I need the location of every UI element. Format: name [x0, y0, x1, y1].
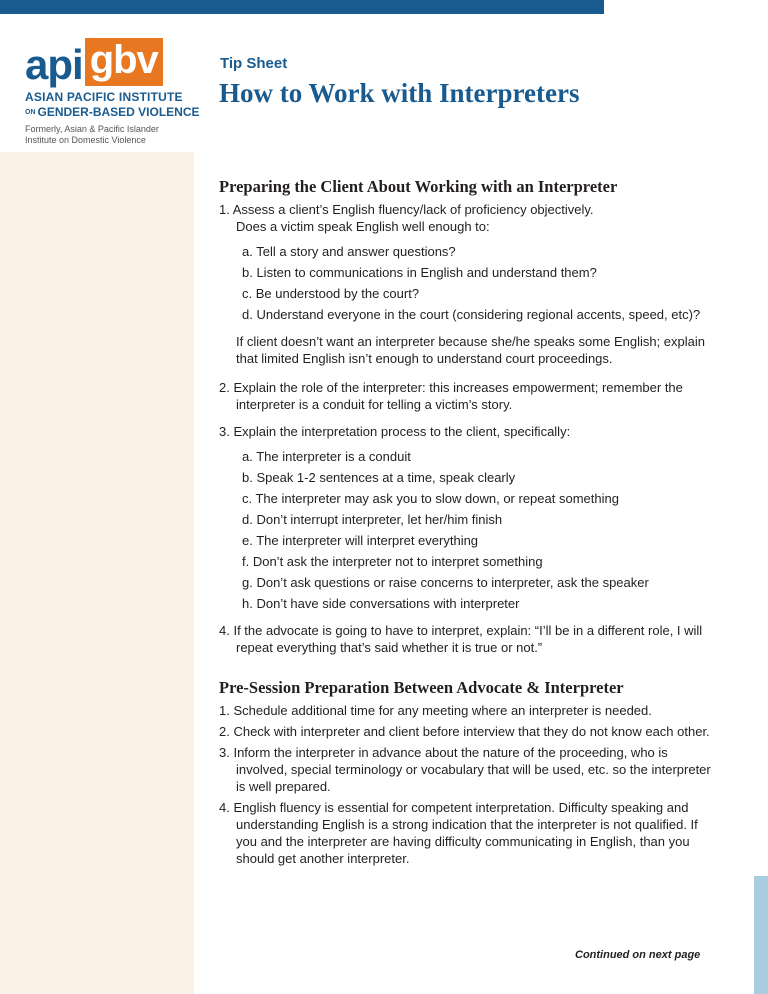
- section1-item3-sub-g: g. Don’t ask questions or raise concerns to interpreter, ask the speaker: [242, 575, 649, 590]
- kicker: Tip Sheet: [220, 55, 288, 72]
- logo-org-line2-prefix: ON: [25, 109, 36, 117]
- logo-word-left: api: [25, 41, 83, 88]
- section1-item3-sub-d: d. Don’t interrupt interpreter, let her/him finish: [242, 512, 503, 527]
- section1-item1-sub-b: b. Listen to communications in English and understand them?: [242, 265, 597, 280]
- logo-org-line1: ASIAN PACIFIC INSTITUTE: [25, 90, 183, 104]
- logo-org-line2-text: GENDER-BASED VIOLENCE: [37, 105, 200, 119]
- continued-note: Continued on next page: [575, 949, 701, 961]
- section1-item3-sub-f: f. Don’t ask the interpreter not to interpret something: [242, 554, 543, 569]
- side-panel: [0, 152, 194, 994]
- section1-item1-note: If client doesn’t want an interpreter because she/he speaks some English; explain that limited English isn’t enough to understand court proceedings.: [236, 334, 705, 366]
- section1-item1-sub-a: a. Tell a story and answer questions?: [242, 244, 456, 259]
- logo-word-box: gbv: [85, 38, 163, 86]
- section1-item1-sub-d: d. Understand everyone in the court (considering regional accents, speed, etc)?: [242, 307, 701, 322]
- section2-heading: Pre-Session Preparation Between Advocate & Interpreter: [219, 678, 624, 697]
- main-content: [219, 177, 719, 867]
- section1-item3-sub-c: c. The interpreter may ask you to slow down, or repeat something: [242, 491, 619, 506]
- section1-item3-sub-e: e. The interpreter will interpret everything: [242, 533, 479, 548]
- section2-item-1: 1. Schedule additional time for any meeting where an interpreter is needed.: [219, 703, 652, 718]
- section1-item3-sub-h: h. Don’t have side conversations with interpreter: [242, 596, 520, 611]
- section2-item-4: 4. English fluency is essential for competent interpretation. Difficulty speaking and understanding English is a strong indication that the interpreter is not qualified. If you and the interpreter are having difficulty communicating in English, than you should get another interpreter.: [219, 800, 698, 866]
- section1-item-1: 1. Assess a client’s English fluency/lack of proficiency objectively. Does a victim speak English well enough to:: [219, 202, 594, 234]
- section1-heading: Preparing the Client About Working with an Interpreter: [219, 177, 618, 196]
- section2-item-2: 2. Check with interpreter and client before interview that they do not know each other.: [219, 724, 710, 739]
- apigbv-logo: [25, 36, 200, 146]
- logo-org-line2: [25, 105, 200, 119]
- section2-item-3: 3. Inform the interpreter in advance about the nature of the proceeding, who is involved, special terminology or vocabulary that will be used, etc. so the interpreter is well prepared.: [219, 745, 711, 794]
- logo-wordmark: [25, 36, 163, 86]
- section1-item3-sub-b: b. Speak 1-2 sentences at a time, speak clearly: [242, 470, 516, 485]
- section1-item-4: 4. If the advocate is going to have to interpret, explain: “I’ll be in a different role, I will repeat everything that’s said whether it is true or not.”: [219, 623, 703, 655]
- section1-item3-sub-a: a. The interpreter is a conduit: [242, 449, 411, 464]
- logo-former-name: Formerly, Asian & Pacific Islander Institute on Domestic Violence: [25, 124, 159, 145]
- section1-item-3: 3. Explain the interpretation process to the client, specifically:: [219, 424, 571, 439]
- section1-item-2: 2. Explain the role of the interpreter: this increases empowerment; remember the interpreter is a conduit for telling a victim’s story.: [219, 380, 683, 412]
- page-title: How to Work with Interpreters: [219, 78, 580, 108]
- right-accent-bar: [754, 876, 768, 994]
- section1-item1-sub-c: c. Be understood by the court?: [242, 286, 420, 301]
- top-accent-bar: [0, 0, 604, 14]
